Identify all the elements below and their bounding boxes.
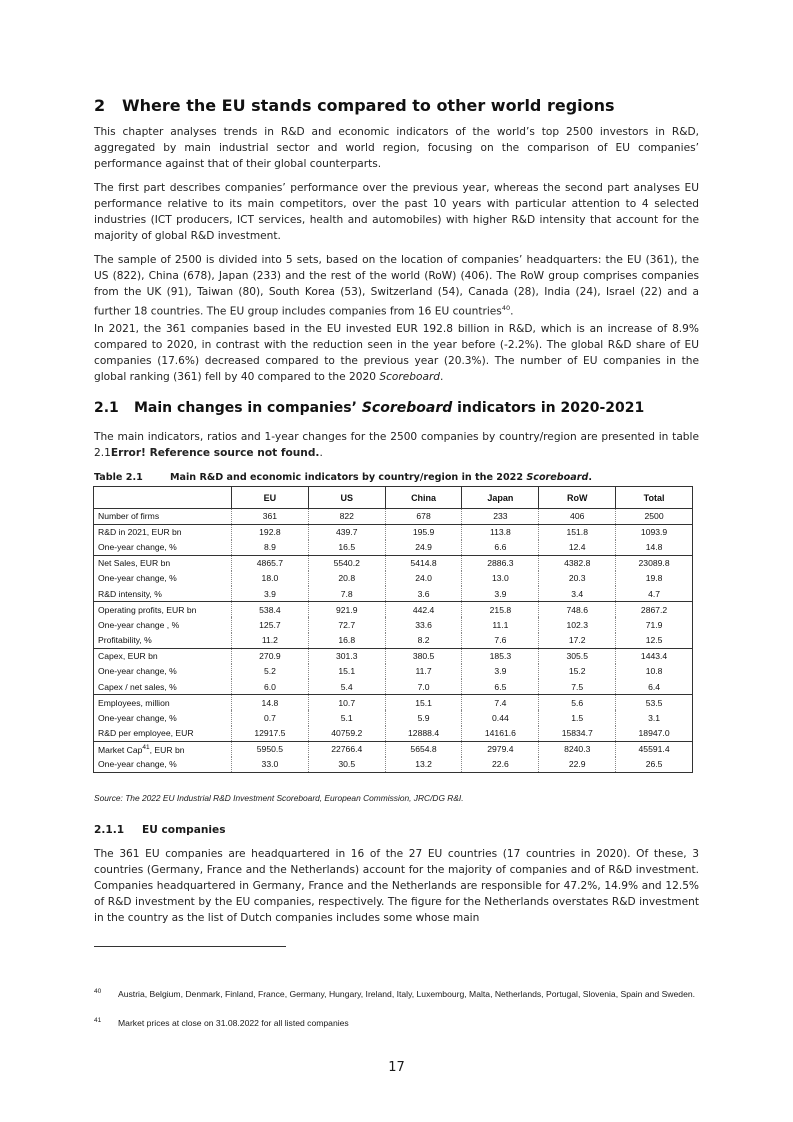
table-cell: 1093.9 — [616, 524, 693, 540]
table-cell: 748.6 — [539, 602, 616, 618]
table-cell: 678 — [385, 509, 462, 525]
table-cell: 7.6 — [462, 633, 539, 649]
table-cell: 270.9 — [232, 648, 309, 664]
table-cell: 6.6 — [462, 540, 539, 556]
table-row — [94, 555, 693, 571]
footnote-41 — [94, 1016, 699, 1030]
table-cell: 3.6 — [385, 586, 462, 602]
table-cell: 53.5 — [616, 695, 693, 711]
table-cell: 16.5 — [308, 540, 385, 556]
table-cell: 15.1 — [385, 695, 462, 711]
table-cell: 301.3 — [308, 648, 385, 664]
table-cell: 2979.4 — [462, 741, 539, 757]
section-title: Where the EU stands compared to other world regions — [122, 96, 615, 115]
table-cell: 192.8 — [232, 524, 309, 540]
table-cell: 30.5 — [308, 757, 385, 773]
table-cell: 305.5 — [539, 648, 616, 664]
section-heading — [94, 96, 615, 115]
table-cell: 14.8 — [616, 540, 693, 556]
table-cell: 5.1 — [308, 710, 385, 726]
table-cell: 20.3 — [539, 571, 616, 587]
header-cell-us: US — [308, 487, 385, 509]
table-cell: 113.8 — [462, 524, 539, 540]
table-cell: 18947.0 — [616, 726, 693, 742]
table-cell: 26.5 — [616, 757, 693, 773]
table-cell: 15.1 — [308, 664, 385, 680]
page-number: 17 — [388, 1060, 405, 1075]
table-cell: 7.0 — [385, 679, 462, 695]
table-cell: 6.5 — [462, 679, 539, 695]
table-row — [94, 586, 693, 602]
header-cell-eu: EU — [232, 487, 309, 509]
table-row — [94, 509, 693, 525]
footnote-number: 41 — [94, 1017, 102, 1024]
table-cell: 5.2 — [232, 664, 309, 680]
table-cell: 11.7 — [385, 664, 462, 680]
indicators-table — [93, 486, 693, 773]
table-cell: 6.0 — [232, 679, 309, 695]
table-cell: 5.6 — [539, 695, 616, 711]
subsubsection-title: EU companies — [142, 824, 226, 836]
table-cell: 361 — [232, 509, 309, 525]
footnote-number: 40 — [94, 988, 102, 995]
table-row — [94, 679, 693, 695]
table-cell: 22766.4 — [308, 741, 385, 757]
table-cell: 406 — [539, 509, 616, 525]
table-cell: 5540.2 — [308, 555, 385, 571]
paragraph-4-end: . — [440, 371, 444, 383]
table-cell: 4.7 — [616, 586, 693, 602]
footnote-text: Market prices at close on 31.08.2022 for all listed companies — [118, 1018, 349, 1028]
row-label-text: Market Cap — [98, 744, 143, 755]
table-cell: 2867.2 — [616, 602, 693, 618]
row-label: R&D intensity, % — [94, 586, 232, 602]
table-cell: 2500 — [616, 509, 693, 525]
table-cell: 12.4 — [539, 540, 616, 556]
subsection-number: 2.1 — [94, 400, 119, 416]
reference-error[interactable]: Error! Reference source not found. — [110, 447, 320, 459]
table-cell: 439.7 — [308, 524, 385, 540]
table-row — [94, 540, 693, 556]
table-cell: 14.8 — [232, 695, 309, 711]
table-cell: 10.8 — [616, 664, 693, 680]
table-cell: 45591.4 — [616, 741, 693, 757]
table-cell: 33.0 — [232, 757, 309, 773]
intro-paragraph — [94, 429, 699, 461]
table-cell: 8240.3 — [539, 741, 616, 757]
footnote-text: Austria, Belgium, Denmark, Finland, France, Germany, Hungary, Ireland, Italy, Luxembourg, Malta, Netherlands, Portugal, Slovenia, Spain and Sweden. — [118, 989, 696, 999]
table-cell: 7.8 — [308, 586, 385, 602]
row-label: One-year change, % — [94, 540, 232, 556]
table-cell: 102.3 — [539, 617, 616, 633]
table-cell: 125.7 — [232, 617, 309, 633]
row-label: Capex, EUR bn — [94, 648, 232, 664]
intro-end: . — [319, 447, 323, 459]
table-cell: 1443.4 — [616, 648, 693, 664]
row-label: Net Sales, EUR bn — [94, 555, 232, 571]
table-cell: 5950.5 — [232, 741, 309, 757]
subsubsection-heading — [94, 824, 226, 836]
row-label — [94, 741, 232, 757]
table-cell: 10.7 — [308, 695, 385, 711]
table-cell: 233 — [462, 509, 539, 525]
table-cell: 0.7 — [232, 710, 309, 726]
table-caption-italic: Scoreboard — [526, 472, 589, 483]
row-label: One-year change, % — [94, 757, 232, 773]
table-row — [94, 710, 693, 726]
table-cell: 16.8 — [308, 633, 385, 649]
paragraph-3-end: . — [510, 305, 514, 318]
row-label: Capex / net sales, % — [94, 679, 232, 695]
table-cell: 12888.4 — [385, 726, 462, 742]
table-cell: 538.4 — [232, 602, 309, 618]
table-cell: 380.5 — [385, 648, 462, 664]
header-cell-label — [94, 487, 232, 509]
row-label: Operating profits, EUR bn — [94, 602, 232, 618]
table-cell: 5654.8 — [385, 741, 462, 757]
table-cell: 15834.7 — [539, 726, 616, 742]
paragraph-4-text: In 2021, the 361 companies based in the EU invested EUR 192.8 billion in R&D, which is an increase of 8.9% compared to 2020, in contrast with the reduction seen in the year before (-2.2%). The global R&D share of EU companies (17.6%) decreased compared to the previous year (20.3%). The number of EU companies in the global ranking (361) fell by 40 compared to the 2020 — [94, 323, 699, 383]
table-row — [94, 741, 693, 757]
table-cell: 22.9 — [539, 757, 616, 773]
table-cell: 1.5 — [539, 710, 616, 726]
table-cell: 24.0 — [385, 571, 462, 587]
subsection-title-italic: Scoreboard — [361, 400, 453, 416]
table-cell: 3.4 — [539, 586, 616, 602]
table-cell: 22.6 — [462, 757, 539, 773]
row-label: Number of firms — [94, 509, 232, 525]
footnote-40 — [94, 987, 699, 1001]
paragraph-4 — [94, 321, 699, 385]
row-label: Employees, million — [94, 695, 232, 711]
table-row — [94, 633, 693, 649]
table-cell: 14161.6 — [462, 726, 539, 742]
subsubsection-number: 2.1.1 — [94, 824, 125, 836]
row-label-end: , EUR bn — [149, 744, 185, 755]
table-row — [94, 664, 693, 680]
table-cell: 0.44 — [462, 710, 539, 726]
table-cell: 5414.8 — [385, 555, 462, 571]
row-label: Profitability, % — [94, 633, 232, 649]
table-cell: 19.8 — [616, 571, 693, 587]
paragraph-3 — [94, 252, 699, 320]
table-cell: 40759.2 — [308, 726, 385, 742]
table-cell: 3.9 — [462, 664, 539, 680]
intro-text: The main indicators, ratios and 1-year changes for the 2500 companies by country/region are presented in table 2.1 — [94, 431, 699, 459]
table-cell: 3.9 — [232, 586, 309, 602]
table-row — [94, 602, 693, 618]
table-row — [94, 726, 693, 742]
table-cell: 185.3 — [462, 648, 539, 664]
table-cell: 215.8 — [462, 602, 539, 618]
table-cell: 17.2 — [539, 633, 616, 649]
table-row — [94, 757, 693, 773]
row-label: R&D per employee, EUR — [94, 726, 232, 742]
footnote-divider — [94, 946, 286, 947]
table-cell: 4865.7 — [232, 555, 309, 571]
table-cell: 8.9 — [232, 540, 309, 556]
table-caption-text: Main R&D and economic indicators by country/region in the 2022 — [170, 472, 527, 483]
row-label: One-year change, % — [94, 664, 232, 680]
table-cell: 6.4 — [616, 679, 693, 695]
table-cell: 71.9 — [616, 617, 693, 633]
table-cell: 11.2 — [232, 633, 309, 649]
table-row — [94, 695, 693, 711]
table-cell: 12917.5 — [232, 726, 309, 742]
section-number: 2 — [94, 96, 106, 115]
paragraph-2: The first part describes companies’ performance over the previous year, whereas the second part analyses EU performance relative to its main competitors, over the past 10 years with particular attention to 4 selected industries (ICT producers, ICT services, health and automobiles) with higher R&D intensity that account for the majority of global R&D investment. — [94, 182, 699, 242]
table-cell: 921.9 — [308, 602, 385, 618]
row-label: One-year change, % — [94, 710, 232, 726]
table-caption-end: . — [588, 472, 592, 483]
header-cell-row: RoW — [539, 487, 616, 509]
table-cell: 4382.8 — [539, 555, 616, 571]
table-cell: 18.0 — [232, 571, 309, 587]
table-row — [94, 648, 693, 664]
table-source: Source: The 2022 EU Industrial R&D Investment Scoreboard, European Commission, JRC/DG R&I. — [94, 793, 464, 803]
table-cell: 72.7 — [308, 617, 385, 633]
row-label: One-year change , % — [94, 617, 232, 633]
row-label: R&D in 2021, EUR bn — [94, 524, 232, 540]
table-cell: 3.9 — [462, 586, 539, 602]
table-cell: 7.4 — [462, 695, 539, 711]
table-row — [94, 571, 693, 587]
table-cell: 8.2 — [385, 633, 462, 649]
table-cell: 151.8 — [539, 524, 616, 540]
footnote-ref-40[interactable]: 40 — [501, 304, 511, 312]
table-cell: 24.9 — [385, 540, 462, 556]
table-cell: 15.2 — [539, 664, 616, 680]
table-row — [94, 617, 693, 633]
paragraph-5: The 361 EU companies are headquartered in 16 of the 27 EU countries (17 countries in 2020). Of these, 3 countries (Germany, France and the Netherlands) account for the majority of companies and of R&D investment. Companies headquartered in Germany, France and the Netherlands are responsible for 47.2%, 14.9% and 12.5% of R&D investment by the EU companies, respectively. The figure for the Netherlands overstates R&D investment in the country as the list of Dutch companies includes some whose main — [94, 848, 699, 924]
paragraph-4-italic: Scoreboard — [379, 371, 441, 383]
subsection-title-a: Main changes in companies’ — [134, 400, 362, 416]
table-cell: 3.1 — [616, 710, 693, 726]
table-cell: 20.8 — [308, 571, 385, 587]
table-cell: 5.4 — [308, 679, 385, 695]
subsection-title-b: indicators in 2020-2021 — [452, 400, 645, 416]
table-cell: 11.1 — [462, 617, 539, 633]
table-row — [94, 524, 693, 540]
table-number: Table 2.1 — [94, 472, 143, 483]
table-cell: 33.6 — [385, 617, 462, 633]
header-cell-total: Total — [616, 487, 693, 509]
header-cell-china: China — [385, 487, 462, 509]
table-cell: 7.5 — [539, 679, 616, 695]
subsection-heading — [94, 400, 644, 416]
table-cell: 12.5 — [616, 633, 693, 649]
paragraph-1: This chapter analyses trends in R&D and economic indicators of the world’s top 2500 investors in R&D, aggregated by main industrial sector and world region, focusing on the comparison of EU companies’ performance against that of their global counterparts. — [94, 126, 699, 170]
table-cell: 2886.3 — [462, 555, 539, 571]
paragraph-3-text: The sample of 2500 is divided into 5 sets, based on the location of companies’ headquarters: the EU (361), the US (822), China (678), Japan (233) and the rest of the world (RoW) (406). The RoW group comprises companies from the UK (91), Taiwan (80), South Korea (53), Switzerland (54), Canada (28), India (24), Israel (22) and a further 18 countries. The EU group includes companies from 16 EU countries — [94, 254, 699, 318]
row-label: One-year change, % — [94, 571, 232, 587]
table-cell: 442.4 — [385, 602, 462, 618]
table-header-row — [94, 487, 693, 509]
footnote-ref-41[interactable]: 41 — [142, 743, 150, 751]
table-caption — [94, 472, 592, 483]
table-cell: 13.0 — [462, 571, 539, 587]
header-cell-japan: Japan — [462, 487, 539, 509]
table-cell: 5.9 — [385, 710, 462, 726]
table-cell: 23089.8 — [616, 555, 693, 571]
table-cell: 822 — [308, 509, 385, 525]
table-cell: 195.9 — [385, 524, 462, 540]
table-cell: 13.2 — [385, 757, 462, 773]
